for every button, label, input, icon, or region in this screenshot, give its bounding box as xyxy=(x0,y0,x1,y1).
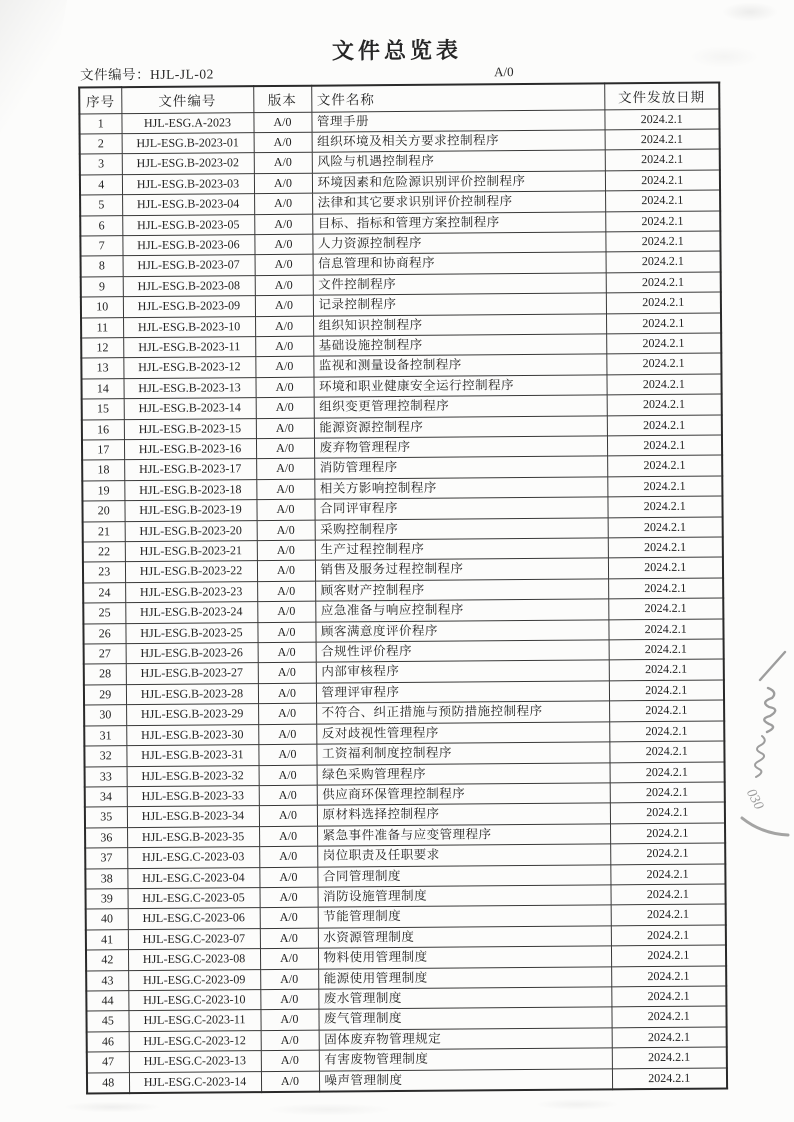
cell-doc-number: HJL-ESG.B-2023-07 xyxy=(123,255,255,276)
cell-issue-date: 2024.2.1 xyxy=(607,415,722,436)
cell-version: A/0 xyxy=(260,1010,318,1031)
cell-version: A/0 xyxy=(259,826,317,847)
handwritten-number: 030 xyxy=(742,786,767,813)
cell-version: A/0 xyxy=(254,234,312,255)
cell-version: A/0 xyxy=(257,561,315,582)
cell-issue-date: 2024.2.1 xyxy=(606,353,721,374)
cell-doc-number: HJL-ESG.C-2023-08 xyxy=(128,949,260,970)
cell-doc-name: 固体废弃物管理规定 xyxy=(319,1028,612,1051)
cell-doc-name: 废弃物管理程序 xyxy=(314,436,607,459)
cell-doc-number: HJL-ESG.B-2023-11 xyxy=(123,337,255,358)
cell-index: 12 xyxy=(81,338,123,359)
cell-doc-name: 有害废物管理制度 xyxy=(319,1048,612,1071)
cell-index: 40 xyxy=(86,909,128,930)
cell-version: A/0 xyxy=(257,601,315,622)
cell-issue-date: 2024.2.1 xyxy=(611,945,726,966)
cell-index: 44 xyxy=(86,991,128,1012)
cell-issue-date: 2024.2.1 xyxy=(611,1006,726,1027)
cell-version: A/0 xyxy=(259,765,317,786)
cell-doc-name: 物料使用管理制度 xyxy=(318,946,611,969)
cell-index: 16 xyxy=(82,419,124,440)
cell-doc-name: 能源使用管理制度 xyxy=(318,966,611,989)
cell-issue-date: 2024.2.1 xyxy=(605,129,720,150)
cell-version: A/0 xyxy=(255,316,313,337)
cell-doc-number: HJL-ESG.C-2023-09 xyxy=(128,969,260,990)
cell-index: 5 xyxy=(80,195,122,216)
cell-version: A/0 xyxy=(259,846,317,867)
cell-index: 27 xyxy=(84,644,126,665)
cell-doc-name: 人力资源控制程序 xyxy=(312,232,605,255)
cell-doc-number: HJL-ESG.B-2023-01 xyxy=(122,133,254,154)
cell-doc-name: 管理手册 xyxy=(311,109,604,132)
cell-version: A/0 xyxy=(260,928,318,949)
cell-doc-number: HJL-ESG.C-2023-07 xyxy=(128,928,260,949)
cell-doc-number: HJL-ESG.B-2023-34 xyxy=(127,806,259,827)
cell-doc-number: HJL-ESG.B-2023-16 xyxy=(124,439,256,460)
cell-index: 38 xyxy=(85,868,127,889)
cell-index: 15 xyxy=(82,399,124,420)
cell-index: 13 xyxy=(81,358,123,379)
cell-doc-number: HJL-ESG.B-2023-10 xyxy=(123,316,255,337)
cell-index: 10 xyxy=(81,297,123,318)
cell-issue-date: 2024.2.1 xyxy=(606,251,721,272)
cell-version: A/0 xyxy=(257,520,315,541)
cell-version: A/0 xyxy=(256,499,314,520)
cell-issue-date: 2024.2.1 xyxy=(605,211,720,232)
cell-index: 28 xyxy=(84,664,126,685)
cell-version: A/0 xyxy=(256,397,314,418)
file-table-body xyxy=(79,108,727,1093)
cell-index: 34 xyxy=(85,787,127,808)
cell-index: 24 xyxy=(83,583,125,604)
cell-doc-number: HJL-ESG.B-2023-08 xyxy=(123,275,255,296)
cell-doc-name: 环境因素和危险源识别评价控制程序 xyxy=(312,171,605,194)
cell-issue-date: 2024.2.1 xyxy=(610,782,725,803)
cell-version: A/0 xyxy=(255,377,313,398)
cell-doc-name: 原材料选择控制程序 xyxy=(317,803,610,826)
document-number-value: HJL-JL-02 xyxy=(150,66,214,82)
cell-doc-name: 能源资源控制程序 xyxy=(314,415,607,438)
cell-version: A/0 xyxy=(254,214,312,235)
cell-index: 23 xyxy=(83,562,125,583)
cell-index: 21 xyxy=(83,521,125,542)
cell-issue-date: 2024.2.1 xyxy=(612,1068,727,1090)
cell-issue-date: 2024.2.1 xyxy=(605,190,720,211)
cell-doc-number: HJL-ESG.B-2023-17 xyxy=(124,459,256,480)
cell-doc-name: 不符合、纠正措施与预防措施控制程序 xyxy=(316,701,609,724)
cell-doc-name: 风险与机遇控制程序 xyxy=(312,150,605,173)
cell-doc-name: 消防设施管理制度 xyxy=(317,885,610,908)
cell-version: A/0 xyxy=(260,908,318,929)
cell-version: A/0 xyxy=(261,1050,319,1071)
cell-doc-number: HJL-ESG.C-2023-10 xyxy=(128,990,260,1011)
cell-doc-name: 紧急事件准备与应变管理程序 xyxy=(317,824,610,847)
cell-doc-name: 信息管理和协商程序 xyxy=(313,252,606,275)
file-overview-table xyxy=(78,81,728,1094)
cell-doc-number: HJL-ESG.B-2023-06 xyxy=(122,235,254,256)
cell-issue-date: 2024.2.1 xyxy=(612,1047,727,1068)
cell-issue-date: 2024.2.1 xyxy=(610,884,725,905)
cell-doc-number: HJL-ESG.B-2023-32 xyxy=(127,765,259,786)
cell-doc-number: HJL-ESG.C-2023-06 xyxy=(128,908,260,929)
cell-doc-number: HJL-ESG.B-2023-09 xyxy=(123,296,255,317)
header-issue-date: 文件发放日期 xyxy=(604,82,719,109)
cell-issue-date: 2024.2.1 xyxy=(607,394,722,415)
cell-version: A/0 xyxy=(256,479,314,500)
cell-issue-date: 2024.2.1 xyxy=(607,476,722,497)
cell-version: A/0 xyxy=(255,275,313,296)
cell-issue-date: 2024.2.1 xyxy=(610,802,725,823)
cell-version: A/0 xyxy=(257,581,315,602)
cell-version: A/0 xyxy=(260,948,318,969)
cell-doc-number: HJL-ESG.B-2023-27 xyxy=(126,663,258,684)
cell-doc-number: HJL-ESG.B-2023-18 xyxy=(124,479,256,500)
document-number-label: 文件编号： xyxy=(80,66,151,83)
cell-version: A/0 xyxy=(258,744,316,765)
cell-issue-date: 2024.2.1 xyxy=(609,680,724,701)
page-title: 文件总览表 xyxy=(331,37,463,64)
cell-doc-number: HJL-ESG.C-2023-04 xyxy=(127,867,259,888)
cell-doc-number: HJL-ESG.C-2023-14 xyxy=(129,1071,261,1093)
cell-issue-date: 2024.2.1 xyxy=(606,272,721,293)
cell-doc-number: HJL-ESG.C-2023-12 xyxy=(129,1030,261,1051)
cell-version: A/0 xyxy=(257,540,315,561)
cell-doc-number: HJL-ESG.B-2023-05 xyxy=(122,214,254,235)
cell-issue-date: 2024.2.1 xyxy=(607,455,722,476)
cell-version: A/0 xyxy=(254,153,312,174)
cell-doc-name: 采购控制程序 xyxy=(315,518,608,541)
pen-stroke xyxy=(760,652,785,680)
cell-version: A/0 xyxy=(260,989,318,1010)
cell-doc-number: HJL-ESG.B-2023-14 xyxy=(124,398,256,419)
cell-version: A/0 xyxy=(256,418,314,439)
cell-doc-name: 法律和其它要求识别评价控制程序 xyxy=(312,191,605,214)
cell-doc-number: HJL-ESG.C-2023-11 xyxy=(128,1010,260,1031)
cell-version: A/0 xyxy=(256,459,314,480)
cell-version: A/0 xyxy=(256,438,314,459)
cell-index: 8 xyxy=(81,256,123,277)
pen-curve xyxy=(742,818,788,835)
cell-index: 36 xyxy=(85,827,127,848)
document-number-line xyxy=(80,62,214,83)
cell-issue-date: 2024.2.1 xyxy=(610,761,725,782)
cell-doc-name: 噪声管理制度 xyxy=(319,1068,612,1091)
handwritten-mark xyxy=(738,640,794,840)
cell-index: 48 xyxy=(87,1072,129,1093)
cell-index: 2 xyxy=(80,134,122,155)
cell-doc-name: 基础设施控制程序 xyxy=(313,334,606,357)
pen-scribble-2 xyxy=(755,736,765,777)
cell-index: 19 xyxy=(82,480,124,501)
cell-doc-name: 监视和测量设备控制程序 xyxy=(313,354,606,377)
header-index: 序号 xyxy=(79,87,121,113)
cell-doc-number: HJL-ESG.B-2023-26 xyxy=(126,643,258,664)
cell-index: 46 xyxy=(87,1031,129,1052)
cell-version: A/0 xyxy=(257,622,315,643)
cell-issue-date: 2024.2.1 xyxy=(609,741,724,762)
cell-doc-name: 组织知识控制程序 xyxy=(313,313,606,336)
cell-issue-date: 2024.2.1 xyxy=(609,721,724,742)
cell-doc-number: HJL-ESG.B-2023-13 xyxy=(123,377,255,398)
cell-version: A/0 xyxy=(254,132,312,153)
cell-index: 17 xyxy=(82,440,124,461)
cell-issue-date: 2024.2.1 xyxy=(608,537,723,558)
cell-version: A/0 xyxy=(255,255,313,276)
cell-doc-name: 顾客财产控制程序 xyxy=(315,579,608,602)
cell-doc-name: 绿色采购管理程序 xyxy=(317,762,610,785)
cell-version: A/0 xyxy=(259,887,317,908)
cell-issue-date: 2024.2.1 xyxy=(604,108,719,129)
cell-issue-date: 2024.2.1 xyxy=(606,333,721,354)
cell-doc-name: 内部审核程序 xyxy=(316,660,609,683)
cell-version: A/0 xyxy=(253,112,311,133)
cell-version: A/0 xyxy=(261,1030,319,1051)
cell-issue-date: 2024.2.1 xyxy=(608,557,723,578)
header-doc-number: 文件编号 xyxy=(121,86,253,113)
cell-doc-number: HJL-ESG.B-2023-28 xyxy=(126,684,258,705)
cell-doc-name: 环境和职业健康安全运行控制程序 xyxy=(313,375,606,398)
cell-issue-date: 2024.2.1 xyxy=(612,1027,727,1048)
cell-issue-date: 2024.2.1 xyxy=(606,374,721,395)
cell-doc-number: HJL-ESG.B-2023-19 xyxy=(124,500,256,521)
header-doc-name: 文件名称 xyxy=(311,83,604,111)
cell-doc-name: 岗位职责及任职要求 xyxy=(317,844,610,867)
cell-issue-date: 2024.2.1 xyxy=(607,496,722,517)
version-mark: A/0 xyxy=(494,64,514,80)
cell-issue-date: 2024.2.1 xyxy=(610,843,725,864)
cell-issue-date: 2024.2.1 xyxy=(609,639,724,660)
cell-issue-date: 2024.2.1 xyxy=(606,292,721,313)
cell-index: 45 xyxy=(86,1011,128,1032)
cell-doc-name: 相关方影响控制程序 xyxy=(314,477,607,500)
cell-doc-name: 组织环境及相关方要求控制程序 xyxy=(312,130,605,153)
cell-doc-number: HJL-ESG.B-2023-15 xyxy=(124,418,256,439)
cell-doc-number: HJL-ESG.B-2023-24 xyxy=(125,602,257,623)
cell-index: 14 xyxy=(81,378,123,399)
cell-doc-name: 合规性评价程序 xyxy=(316,640,609,663)
cell-doc-name: 供应商环保管理控制程序 xyxy=(317,783,610,806)
cell-index: 47 xyxy=(87,1052,129,1073)
cell-index: 33 xyxy=(85,766,127,787)
cell-doc-name: 合同管理制度 xyxy=(317,864,610,887)
cell-index: 4 xyxy=(80,174,122,195)
cell-doc-name: 工资福利制度控制程序 xyxy=(316,742,609,765)
cell-doc-number: HJL-ESG.B-2023-12 xyxy=(123,357,255,378)
cell-index: 20 xyxy=(82,501,124,522)
cell-index: 35 xyxy=(85,807,127,828)
header-version: 版本 xyxy=(253,86,311,112)
cell-doc-name: 文件控制程序 xyxy=(313,273,606,296)
cell-doc-number: HJL-ESG.A-2023 xyxy=(121,112,253,133)
cell-doc-name: 目标、指标和管理方案控制程序 xyxy=(312,211,605,234)
cell-index: 7 xyxy=(80,236,122,257)
cell-doc-name: 管理评审程序 xyxy=(316,681,609,704)
cell-version: A/0 xyxy=(258,703,316,724)
cell-index: 43 xyxy=(86,970,128,991)
cell-doc-number: HJL-ESG.B-2023-31 xyxy=(126,745,258,766)
cell-version: A/0 xyxy=(255,336,313,357)
cell-doc-name: 水资源管理制度 xyxy=(318,926,611,949)
cell-doc-number: HJL-ESG.C-2023-03 xyxy=(127,847,259,868)
cell-issue-date: 2024.2.1 xyxy=(611,966,726,987)
cell-issue-date: 2024.2.1 xyxy=(610,864,725,885)
cell-issue-date: 2024.2.1 xyxy=(610,823,725,844)
cell-version: A/0 xyxy=(258,642,316,663)
cell-issue-date: 2024.2.1 xyxy=(609,700,724,721)
cell-issue-date: 2024.2.1 xyxy=(606,313,721,334)
cell-version: A/0 xyxy=(261,1071,319,1092)
cell-doc-name: 节能管理制度 xyxy=(318,905,611,928)
cell-version: A/0 xyxy=(258,683,316,704)
cell-doc-number: HJL-ESG.B-2023-02 xyxy=(122,153,254,174)
pen-scribble xyxy=(764,688,775,732)
cell-doc-number: HJL-ESG.B-2023-03 xyxy=(122,173,254,194)
cell-doc-number: HJL-ESG.B-2023-30 xyxy=(126,724,258,745)
cell-issue-date: 2024.2.1 xyxy=(608,517,723,538)
cell-version: A/0 xyxy=(258,724,316,745)
cell-doc-number: HJL-ESG.B-2023-33 xyxy=(127,786,259,807)
cell-index: 9 xyxy=(81,276,123,297)
cell-doc-number: HJL-ESG.C-2023-13 xyxy=(129,1051,261,1072)
cell-doc-number: HJL-ESG.B-2023-21 xyxy=(125,541,257,562)
cell-index: 41 xyxy=(86,929,128,950)
cell-doc-name: 记录控制程序 xyxy=(313,293,606,316)
cell-doc-number: HJL-ESG.B-2023-23 xyxy=(125,581,257,602)
cell-doc-number: HJL-ESG.B-2023-35 xyxy=(127,826,259,847)
cell-doc-name: 生产过程控制程序 xyxy=(315,538,608,561)
cell-doc-name: 组织变更管理控制程序 xyxy=(314,395,607,418)
cell-index: 3 xyxy=(80,154,122,175)
cell-version: A/0 xyxy=(255,357,313,378)
cell-index: 11 xyxy=(81,317,123,338)
cell-index: 30 xyxy=(84,705,126,726)
cell-version: A/0 xyxy=(258,663,316,684)
cell-doc-name: 销售及服务过程控制程序 xyxy=(315,558,608,581)
cell-version: A/0 xyxy=(260,969,318,990)
cell-doc-name: 废水管理制度 xyxy=(318,987,611,1010)
cell-index: 25 xyxy=(83,603,125,624)
cell-doc-name: 废气管理制度 xyxy=(318,1007,611,1030)
cell-doc-name: 顾客满意度评价程序 xyxy=(315,620,608,643)
cell-version: A/0 xyxy=(259,785,317,806)
cell-index: 29 xyxy=(84,685,126,706)
cell-doc-name: 应急准备与响应控制程序 xyxy=(315,599,608,622)
cell-issue-date: 2024.2.1 xyxy=(609,659,724,680)
cell-issue-date: 2024.2.1 xyxy=(608,578,723,599)
cell-index: 18 xyxy=(82,460,124,481)
cell-index: 22 xyxy=(83,542,125,563)
cell-version: A/0 xyxy=(259,867,317,888)
cell-issue-date: 2024.2.1 xyxy=(611,925,726,946)
cell-version: A/0 xyxy=(259,805,317,826)
cell-index: 37 xyxy=(85,848,127,869)
cell-issue-date: 2024.2.1 xyxy=(607,435,722,456)
cell-index: 39 xyxy=(86,889,128,910)
cell-doc-number: HJL-ESG.C-2023-05 xyxy=(127,888,259,909)
cell-version: A/0 xyxy=(255,295,313,316)
cell-issue-date: 2024.2.1 xyxy=(605,170,720,191)
cell-version: A/0 xyxy=(254,193,312,214)
cell-index: 31 xyxy=(84,725,126,746)
cell-doc-number: HJL-ESG.B-2023-25 xyxy=(125,622,257,643)
cell-doc-number: HJL-ESG.B-2023-04 xyxy=(122,194,254,215)
cell-doc-number: HJL-ESG.B-2023-29 xyxy=(126,704,258,725)
cell-index: 32 xyxy=(84,746,126,767)
cell-index: 6 xyxy=(80,215,122,236)
cell-index: 42 xyxy=(86,950,128,971)
table-row xyxy=(87,1068,727,1094)
cell-issue-date: 2024.2.1 xyxy=(608,619,723,640)
cell-index: 1 xyxy=(79,113,121,134)
cell-issue-date: 2024.2.1 xyxy=(611,904,726,925)
cell-issue-date: 2024.2.1 xyxy=(608,598,723,619)
cell-issue-date: 2024.2.1 xyxy=(605,149,720,170)
cell-doc-number: HJL-ESG.B-2023-20 xyxy=(125,520,257,541)
cell-doc-name: 反对歧视性管理程序 xyxy=(316,722,609,745)
cell-issue-date: 2024.2.1 xyxy=(605,231,720,252)
cell-index: 26 xyxy=(83,623,125,644)
cell-doc-number: HJL-ESG.B-2023-22 xyxy=(125,561,257,582)
cell-doc-name: 消防管理程序 xyxy=(314,456,607,479)
cell-doc-name: 合同评审程序 xyxy=(314,497,607,520)
cell-version: A/0 xyxy=(254,173,312,194)
cell-issue-date: 2024.2.1 xyxy=(611,986,726,1007)
